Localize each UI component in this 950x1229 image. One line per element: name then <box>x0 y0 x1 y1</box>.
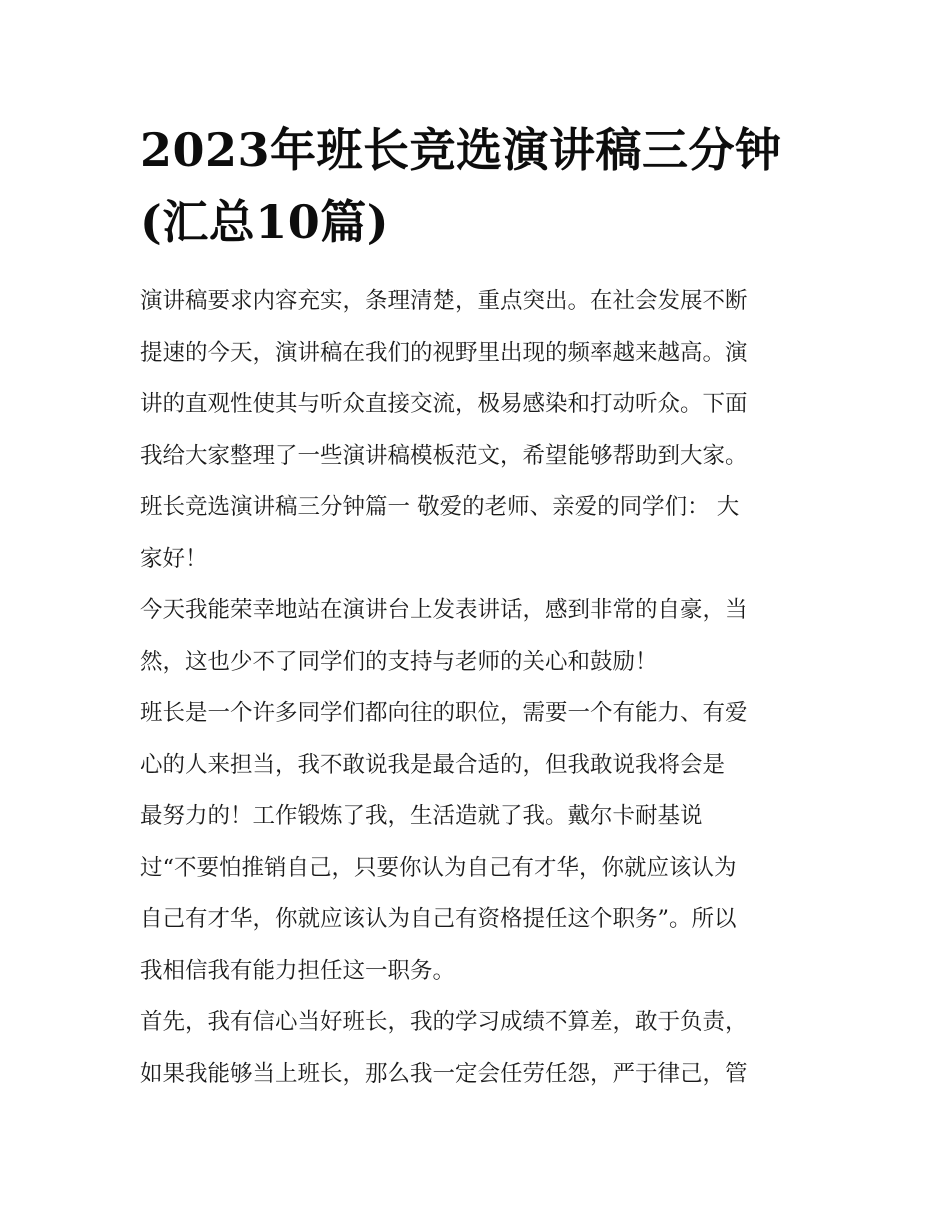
document-title: 2023年班长竞选演讲稿三分钟 (汇总10篇) <box>140 123 782 249</box>
paragraph-proud: 今天我能荣幸地站在演讲台上发表讲话，感到非常的自豪，当 然，这也少不了同学们的支持与老师的关心和鼓励！ <box>140 597 748 675</box>
paragraph-intro: 演讲稿要求内容充实，条理清楚，重点突出。在社会发展不断 提速的今天，演讲稿在我们的视野里出现的频率越来越高。演 讲的直观性使其与听众直接交流，极易感染和打动听众。下面 我给大家整理了一些演讲稿模板范文，希望能够帮助到大家。 班长竞选演讲稿三分钟篇一 敬爱的老师、亲爱的同学们： 大 家好！ <box>140 288 748 572</box>
document-body <box>140 276 830 1100</box>
paragraph-confidence: 首先，我有信心当好班长，我的学习成绩不算差，敢于负责， 如果我能够当上班长，那么我一定会任劳任怨，严于律己，管 <box>140 1009 748 1087</box>
paragraph-role: 班长是一个许多同学们都向往的职位，需要一个有能力、有爱 心的人来担当，我不敢说我是最合适的，但我敢说我将会是 最努力的！工作锻炼了我，生活造就了我。戴尔卡耐基说 过“不要怕推销自己，只要你认为自己有才华，你就应该认为 自己有才华，你就应该认为自己有资格提任这个职务”。所以 我相信我有能力担任这一职务。 <box>140 700 748 984</box>
